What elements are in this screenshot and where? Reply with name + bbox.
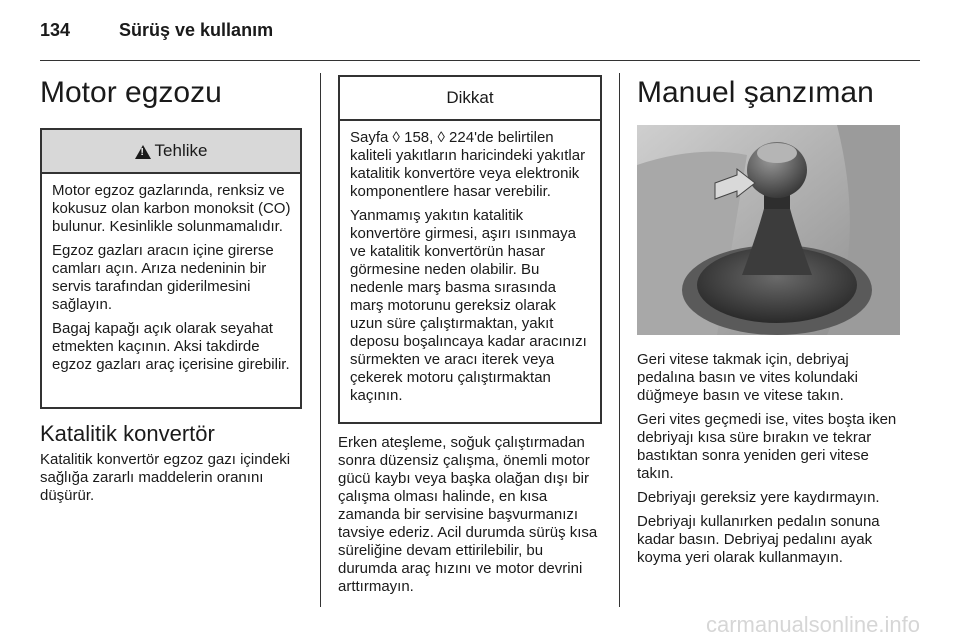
watermark: carmanualsonline.info [705,612,920,637]
caution-body [340,121,600,415]
danger-label: Tehlike [154,141,208,160]
gearbox-paragraph: Debriyajı gereksiz yere kaydırmayın. [637,489,880,506]
ignition-text: Erken ateşleme, soğuk çalıştırmadan sonra düzensiz çalışma, önemli motor gücü kaybı veya başka olağan dışı bir çalışma olması halinde, en kısa zamanda bir servisine başvurmanızı tavsiye ederiz. Acil durumda sürüş kısa süreliğine devam ettirilebilir, bu durumda araç hızını ve motor devrini arttırmayın. [338,434,598,595]
danger-paragraph: Egzoz gazları aracın içine girerse camları açın. Arıza nedeninin bir servis tarafından giderilmesini sağlayın. [52,242,274,313]
danger-header [42,130,300,174]
catalytic-title: Katalitik konvertör [40,421,215,446]
column-divider [320,73,321,607]
danger-paragraph: Bagaj kapağı açık olarak seyahat etmekten kaçının. Aksi takdirde egzoz gazları araç içerisine girebilir. [52,320,290,373]
danger-body [42,174,300,384]
section-title: Sürüş ve kullanım [119,20,274,40]
middle-column [338,75,602,596]
gear-shift-photo [637,125,900,335]
gearbox-paragraph: Geri vites geçmedi ise, vites boşta iken debriyajı kısa süre bırakın ve tekrar bastıktan sonra yeniden geri vitese takın. [637,411,897,482]
page-number: 134 [40,20,71,40]
caution-paragraph: Yanmamış yakıtın katalitik konvertöre girmesi, aşırı ısınmaya ve katalitik konvertörün hasar görmesine neden olabilir. Bu nedenle marş basma sırasında marş motorunu gereksiz olarak uzun süre çalıştırmaktan, yakıt deposu boşalıncaya kadar aracınızı sürmekten ve aracı iterek veya çekerek motoru çalıştırmaktan kaçının. [350,207,587,404]
caution-paragraph: Sayfa ◊ 158, ◊ 224'de belirtilen kaliteli yakıtların haricindeki yakıtlar katalitik konvertöre veya elektronik komponentlere hasar verebilir. [350,129,586,200]
right-column [637,62,900,110]
column-divider [619,73,620,607]
caution-header [340,77,600,121]
catalytic-text: Katalitik konvertör egzoz gazı içindeki sağlığa zararlı maddelerin oranını düşürür. [40,451,291,504]
danger-paragraph: Motor egzoz gazlarında, renksiz ve kokusuz olan karbon monoksit (CO) bulunur. Kesinlikle solunmamalıdır. [52,182,291,235]
exhaust-title: Motor egzozu [40,76,222,109]
gearbox-text [637,351,905,573]
caution-label: Dikkat [446,88,494,107]
gearbox-title: Manuel şanzıman [637,76,874,109]
gearbox-paragraph: Debriyajı kullanırken pedalın sonuna kadar basın. Debriyaj pedalını ayak koyma yeri olarak kullanmayın. [637,513,880,566]
caution-box [338,75,602,424]
header-rule [40,60,920,61]
page-header [40,20,273,41]
gearbox-paragraph: Geri vitese takmak için, debriyaj pedalına basın ve vites kolundaki düğmeye basın ve vitese takın. [637,351,858,404]
warning-icon [135,145,151,159]
danger-box [40,128,302,409]
left-column [40,62,302,505]
